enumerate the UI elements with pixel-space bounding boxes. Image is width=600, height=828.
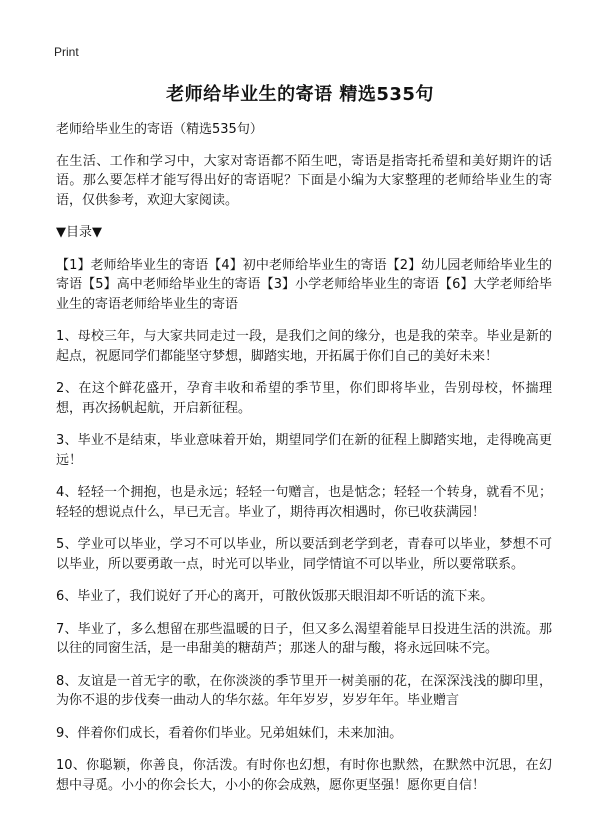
- article-body: [56, 120, 552, 808]
- list-item: 7、毕业了，多么想留在那些温暖的日子，但又多么渴望着能早日投进生活的洪流。那以往的同窗生活，是一串甜美的糖葫芦；那迷人的甜与酸，将永远回味不完。: [56, 621, 552, 656]
- list-item: 10、你聪颖，你善良，你活泼。有时你也幻想，有时你也默然，在默然中沉思，在幻想中寻觅。小小的你会长大，小小的你会成熟，愿你更坚强！愿你更自信！: [56, 758, 552, 793]
- list-item: 3、毕业不是结束，毕业意味着开始，期望同学们在新的征程上脚踏实地，走得晚高更远！: [56, 433, 552, 468]
- list-item: 6、毕业了，我们说好了开心的离开，可散伙饭那天眼泪却不听话的流下来。: [56, 589, 494, 604]
- print-label: Print: [54, 45, 79, 59]
- intro-paragraph: 在生活、工作和学习中，大家对寄语都不陌生吧，寄语是指寄托希望和美好期许的话语。那么要怎样才能写得出好的寄语呢？下面是小编为大家整理的老师给毕业生的寄语，仅供参考，欢迎大家阅读。: [56, 153, 552, 208]
- list-item: 2、在这个鲜花盛开，孕育丰收和希望的季节里，你们即将毕业，告别母校，怀揣理想，再次扬帆起航，开启新征程。: [56, 381, 552, 416]
- list-item: 8、友谊是一首无字的歌，在你淡淡的季节里开一树美丽的花，在深深浅浅的脚印里，为你不退的步伐奏一曲动人的华尔兹。年年岁岁，岁岁年年。毕业赠言: [56, 673, 552, 708]
- list-item: 9、伴着你们成长，看着你们毕业。兄弟姐妹们，未来加油。: [56, 725, 403, 741]
- toc-header: ▼目录▼: [56, 225, 102, 240]
- list-item: 5、学业可以毕业，学习不可以毕业，所以要活到老学到老，青春可以毕业，梦想不可以毕业，所以要勇敢一点，时光可以毕业，同学情谊不可以毕业，所以要常联系。: [56, 537, 552, 572]
- list-item: 4、轻轻一个拥抱，也是永远；轻轻一句赠言，也是惦念；轻轻一个转身，就看不见；轻轻的想说点什么，早已无言。毕业了，期待再次相遇时，你已收获满园！: [56, 485, 552, 520]
- list-item: 1、母校三年，与大家共同走过一段，是我们之间的缘分，也是我的荣幸。毕业是新的起点，祝愿同学们都能坚守梦想，脚踏实地，开拓属于你们自己的美好未来！: [56, 329, 552, 364]
- table-of-contents[interactable]: 【1】老师给毕业生的寄语【4】初中老师给毕业生的寄语【2】幼儿园老师给毕业生的寄语【5】高中老师给毕业生的寄语【3】小学老师给毕业生的寄语【6】大学老师给毕业生的寄语老师给毕业生的寄语: [56, 257, 552, 312]
- article-subtitle: 老师给毕业生的寄语（精选535句）: [56, 122, 263, 137]
- page-title: 老师给毕业生的寄语 精选535句: [166, 84, 434, 105]
